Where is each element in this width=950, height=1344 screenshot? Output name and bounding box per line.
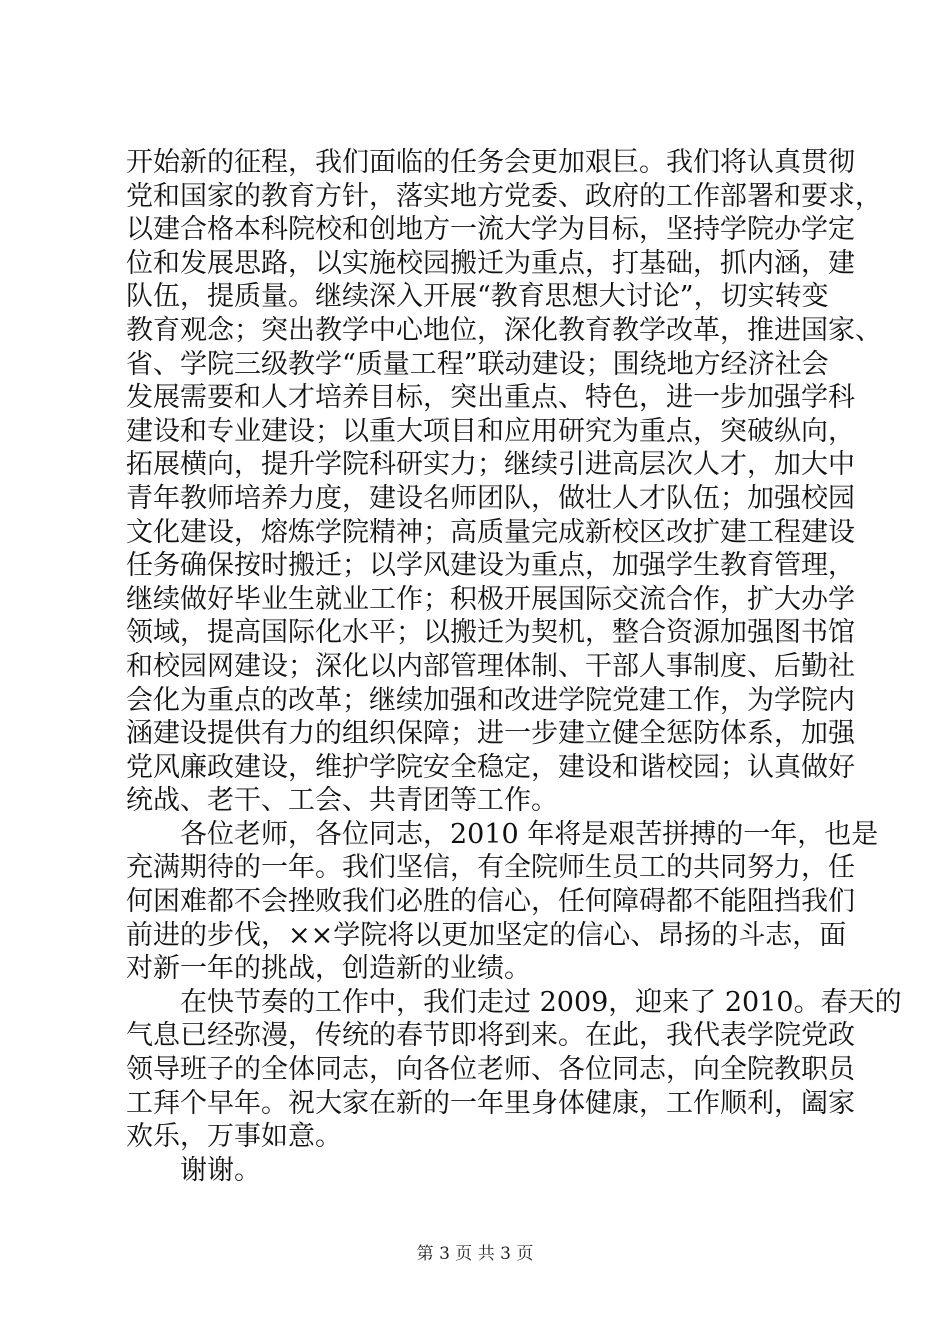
text-line: 继续做好毕业生就业工作；积极开展国际交流合作，扩大办学 [126, 583, 855, 615]
text-line: 和校园网建设；深化以内部管理体制、干部人事制度、后勤社 [126, 650, 855, 682]
text-line: 省、学院三级教学“质量工程”联动建设；围绕地方经济社会 [126, 348, 829, 380]
text-line: 前进的步伐，××学院将以更加坚定的信心、昂扬的斗志，面 [126, 919, 847, 951]
text-line: 工拜个早年。祝大家在新的一年里身体健康，工作顺利，阖家 [126, 1087, 855, 1119]
text-line: 党和国家的教育方针，落实地方党委、政府的工作部署和要求， [126, 180, 882, 212]
text-line: 文化建设，熔炼学院精神；高质量完成新校区改扩建工程建设 [126, 516, 855, 548]
text-line: 欢乐，万事如意。 [126, 1121, 342, 1153]
text-line: 位和发展思路，以实施校园搬迁为重点，打基础，抓内涵，建 [126, 247, 855, 279]
page-footer [0, 1243, 950, 1265]
text-line: 拓展横向，提升学院科研实力；继续引进高层次人才，加大中 [126, 449, 855, 481]
text-line: 统战、老干、工会、共青团等工作。 [126, 785, 558, 817]
text-line: 何困难都不会挫败我们必胜的信心，任何障碍都不能阻挡我们 [126, 886, 855, 918]
text-line: 建设和专业建设；以重大项目和应用研究为重点，突破纵向， [126, 415, 855, 447]
text-line: 会化为重点的改革；继续加强和改进学院党建工作，为学院内 [126, 684, 855, 716]
text-line: 涵建设提供有力的组织保障；进一步建立健全惩防体系，加强 [126, 718, 855, 750]
paragraph-start-line: 在快节奏的工作中，我们走过 2009，迎来了 2010。春天的 [180, 986, 902, 1018]
text-line: 党风廉政建设，维护学院安全稳定，建设和谐校园；认真做好 [126, 751, 855, 783]
closing-line: 谢谢。 [180, 1154, 261, 1186]
text-line: 领导班子的全体同志，向各位老师、各位同志，向全院教职员 [126, 1054, 855, 1086]
text-line: 对新一年的挑战，创造新的业绩。 [126, 953, 531, 985]
text-line: 青年教师培养力度，建设名师团队，做壮人才队伍；加强校园 [126, 482, 855, 514]
text-line: 充满期待的一年。我们坚信，有全院师生员工的共同努力，任 [126, 852, 855, 884]
text-line: 任务确保按时搬迁；以学风建设为重点，加强学生教育管理， [126, 550, 855, 582]
text-line: 气息已经弥漫，传统的春节即将到来。在此，我代表学院党政 [126, 1020, 855, 1052]
paragraph-start-line: 各位老师，各位同志，2010 年将是艰苦拼搏的一年，也是 [180, 818, 879, 850]
text-line: 开始新的征程，我们面临的任务会更加艰巨。我们将认真贯彻 [126, 147, 855, 178]
text-line: 发展需要和人才培养目标，突出重点、特色，进一步加强学科 [126, 382, 855, 414]
text-line: 教育观念；突出教学中心地位，深化教育教学改革，推进国家、 [126, 314, 882, 346]
page-number-label: 第 3 页 共 3 页 [416, 1244, 534, 1264]
document-body [126, 146, 902, 1187]
text-line: 以建合格本科院校和创地方一流大学为目标，坚持学院办学定 [126, 214, 855, 246]
text-line: 队伍，提质量。继续深入开展“教育思想大讨论”，切实转变 [126, 281, 829, 313]
text-line: 领域，提高国际化水平；以搬迁为契机，整合资源加强图书馆 [126, 617, 855, 649]
